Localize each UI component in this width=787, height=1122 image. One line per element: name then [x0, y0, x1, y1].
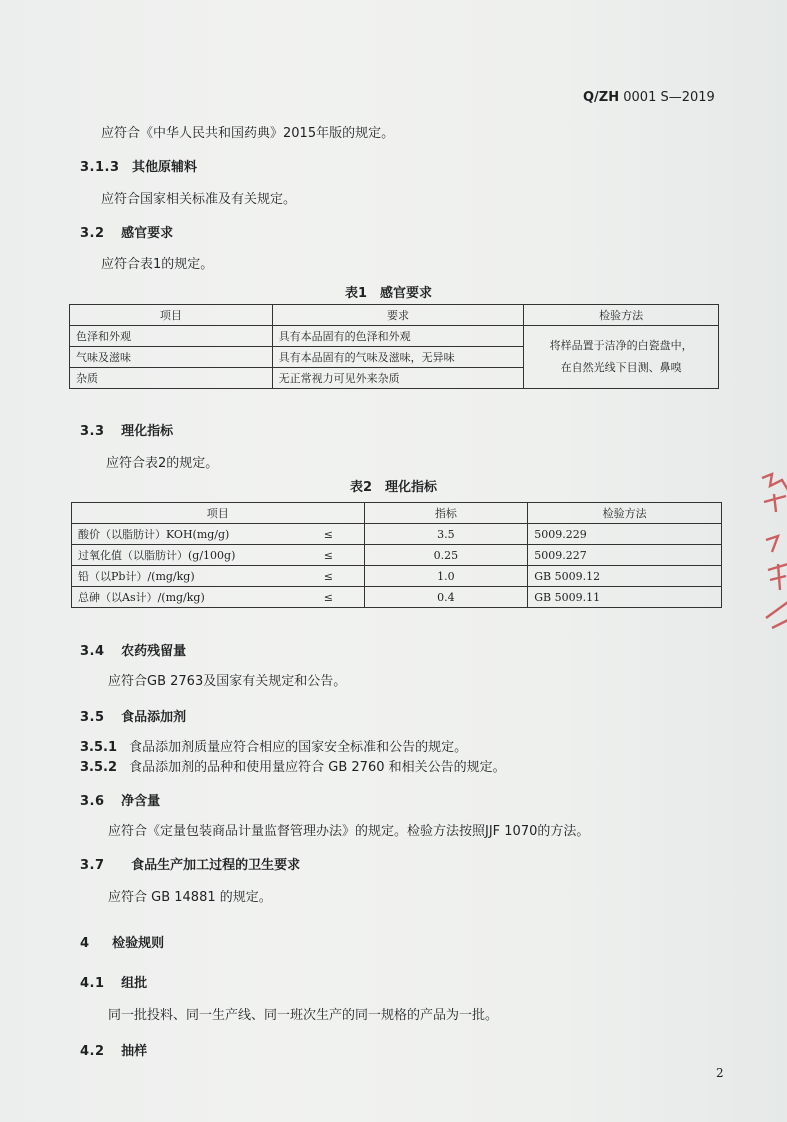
table-cell-value: 0.4: [364, 587, 528, 608]
table-cell-item: 气味及滋味: [70, 347, 273, 368]
table-row: [72, 545, 722, 566]
method-line-2: 在自然光线下目测、鼻嗅: [560, 361, 682, 374]
section-3-3-heading: [80, 420, 173, 439]
table-header-cell: 检验方法: [528, 503, 722, 524]
section-4-1-heading: [80, 972, 147, 991]
section-number: 3.6: [80, 794, 105, 809]
clause-3-5-2: [80, 756, 506, 775]
table-row: [72, 524, 722, 545]
table-cell-item: 酸价（以脂肪计）KOH(mg/g): [72, 524, 294, 545]
method-line-1: 将样品置于洁净的白瓷盘中，: [549, 339, 693, 352]
section-title: 感官要求: [121, 226, 174, 241]
table-cell-method: GB 5009.12: [528, 566, 722, 587]
table-cell-item: 杂质: [70, 368, 273, 389]
paragraph-net-content: 应符合《定量包装商品计量监督管理办法》的规定。检验方法按照JJF 1070的方法。: [108, 824, 590, 839]
table-cell-method: [524, 326, 719, 389]
section-number: 3.3: [80, 424, 105, 439]
paragraph-hygiene: 应符合 GB 14881 的规定。: [108, 890, 272, 905]
paragraph-other-materials: 应符合国家相关标准及有关规定。: [101, 192, 297, 207]
table-cell-item: 总砷（以As计）/(mg/kg): [72, 587, 294, 608]
clause-number: 3.5.1: [80, 740, 118, 755]
clause-text: 食品添加剂的品种和使用量应符合 GB 2760 和相关公告的规定。: [129, 760, 506, 775]
physicochemical-table: [71, 502, 722, 608]
table-header-cell: 指标: [364, 503, 528, 524]
section-title: 检验规则: [112, 936, 165, 951]
section-title: 抽样: [121, 1044, 148, 1059]
sensory-requirements-table: [69, 304, 719, 389]
table-cell-method: 5009.229: [528, 524, 722, 545]
table-cell-operator: ≤: [293, 566, 364, 587]
section-4-heading: [80, 932, 164, 951]
section-3-1-3-heading: [80, 156, 197, 175]
table-header-cell: 检验方法: [524, 305, 719, 326]
section-title: 食品生产加工过程的卫生要求: [131, 858, 301, 873]
standard-number: 0001 S—2019: [623, 90, 715, 105]
section-number: 3.2: [80, 226, 105, 241]
section-title: 农药残留量: [121, 644, 187, 659]
section-number: 3.1.3: [80, 160, 120, 175]
table-cell-operator: ≤: [293, 524, 364, 545]
clause-number: 3.5.2: [80, 760, 118, 775]
clause-text: 食品添加剂质量应符合相应的国家安全标准和公告的规定。: [129, 740, 468, 755]
table2-caption: 表2 理化指标: [350, 480, 438, 495]
standard-code-header: [583, 90, 715, 105]
table-cell-item: 过氧化值（以脂肪计）(g/100g): [72, 545, 294, 566]
table-cell-value: 0.25: [364, 545, 528, 566]
section-title: 净含量: [121, 794, 161, 809]
paragraph-batch: 同一批投料、同一生产线、同一班次生产的同一规格的产品为一批。: [108, 1008, 499, 1023]
table-cell-method: 5009.227: [528, 545, 722, 566]
table-cell-value: 1.0: [364, 566, 528, 587]
table-header-row: [70, 305, 719, 326]
page-number: 2: [716, 1066, 724, 1080]
table-cell-requirement: 具有本品固有的气味及滋味，无异味: [272, 347, 524, 368]
red-seal-stamp-icon: [758, 468, 787, 638]
section-number: 3.5: [80, 710, 105, 725]
table-header-row: [72, 503, 722, 524]
section-title: 食品添加剂: [121, 710, 187, 725]
paragraph-pesticide: 应符合GB 2763及国家有关规定和公告。: [108, 674, 347, 689]
table-row: [72, 587, 722, 608]
section-number: 4.2: [80, 1044, 105, 1059]
section-number: 4.1: [80, 976, 105, 991]
section-3-2-heading: [80, 222, 173, 241]
table-cell-operator: ≤: [293, 587, 364, 608]
section-3-6-heading: [80, 790, 160, 809]
section-number: 4: [80, 936, 90, 951]
paragraph-table2-ref: 应符合表2的规定。: [106, 456, 219, 471]
table-row: [72, 566, 722, 587]
table-cell-requirement: 无正常视力可见外来杂质: [272, 368, 524, 389]
table-cell-item: 铅（以Pb计）/(mg/kg): [72, 566, 294, 587]
clause-3-5-1: [80, 736, 467, 755]
table-header-cell: 项目: [70, 305, 273, 326]
section-3-4-heading: [80, 640, 186, 659]
section-number: 3.7: [80, 858, 105, 873]
section-title: 其他原辅料: [132, 160, 198, 175]
table-row: [70, 326, 719, 347]
table-cell-requirement: 具有本品固有的色泽和外观: [272, 326, 524, 347]
paragraph-table1-ref: 应符合表1的规定。: [101, 257, 214, 272]
table1-caption: 表1 感官要求: [345, 286, 433, 301]
section-3-5-heading: [80, 706, 186, 725]
paragraph-pharmacopoeia: 应符合《中华人民共和国药典》2015年版的规定。: [101, 126, 395, 141]
table-header-cell: 项目: [72, 503, 365, 524]
table-cell-value: 3.5: [364, 524, 528, 545]
table-cell-operator: ≤: [293, 545, 364, 566]
section-title: 组批: [121, 976, 148, 991]
section-title: 理化指标: [121, 424, 174, 439]
section-4-2-heading: [80, 1040, 147, 1059]
section-3-7-heading: [80, 854, 300, 873]
table-cell-method: GB 5009.11: [528, 587, 722, 608]
table-cell-item: 色泽和外观: [70, 326, 273, 347]
standard-prefix: Q/ZH: [583, 90, 620, 105]
section-number: 3.4: [80, 644, 105, 659]
table-header-cell: 要求: [272, 305, 524, 326]
